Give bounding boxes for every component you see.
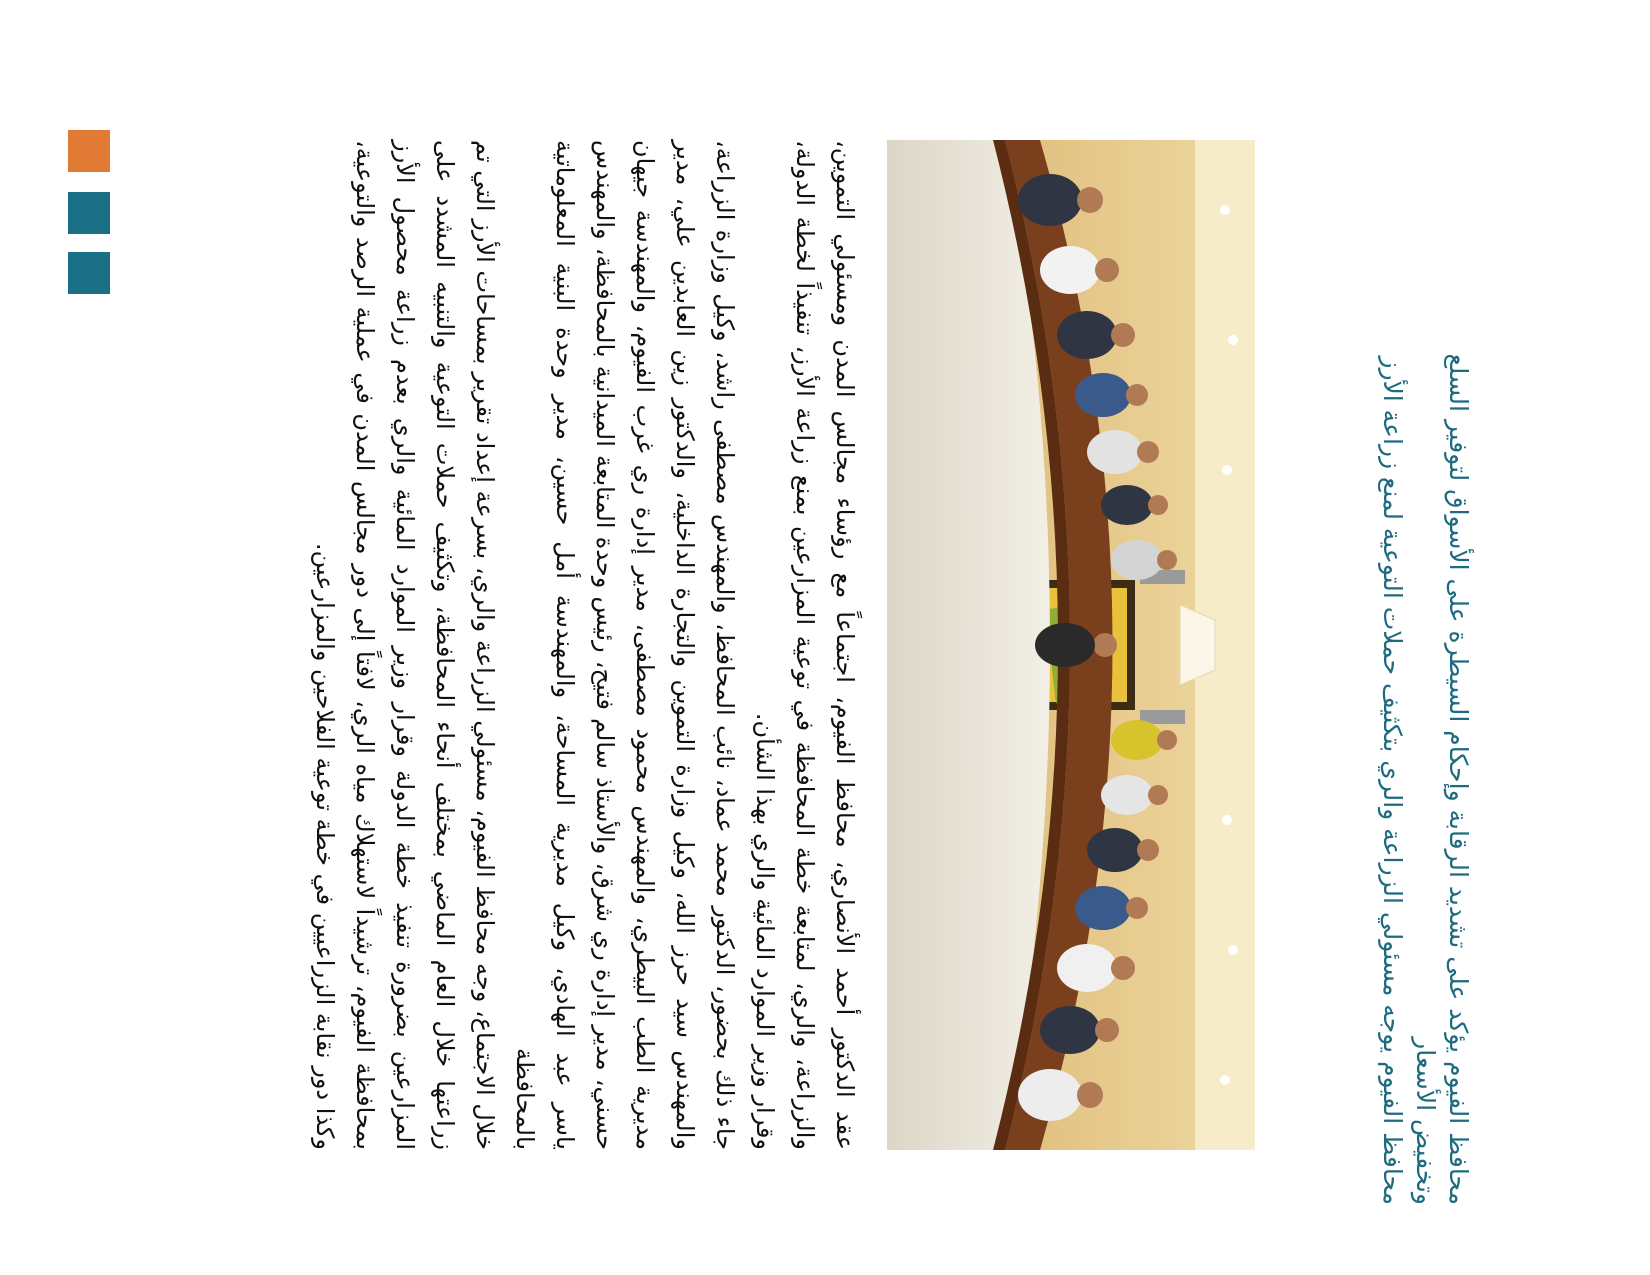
headline-line-2: وتخفيض الأسعار xyxy=(1411,1037,1440,1205)
teal-square xyxy=(68,252,110,294)
orange-square xyxy=(68,130,110,172)
article-body xyxy=(305,140,865,1150)
paragraph-3: خلال الاجتماع، وجه محافظ الفيوم، مسئولي الزراعة والري، بسرعة إعداد تقرير بمساحات الأرز التي تم زراعتها خلال العام الماضي بمختلف أنحاء المحافظة، وتكثيف حملات التوعية والتنبيه المشدد على المزارعين بضرورة تنفيذ خطة الدولة وقرار وزير الموارد المائية والري بعدم زراعة محصول الأرز بمحافظة الفيوم، ترشيداً لاستهلاك مياه الري، لافتاً إلى دور مجالس المدن في عملية الرصد والتوعية، وكذا دور نقابة الزراعيين في خطة توعية الفلاحين والمزارعين. xyxy=(311,140,499,1150)
meeting-room-photo xyxy=(887,140,1255,1150)
meeting-photo-illustration xyxy=(887,140,1255,1150)
teal-square xyxy=(68,192,110,234)
paragraph-2: جاء ذلك بحضور، الدكتور محمد عماد، نائب المحافظ، والمهندس مصطفى راشد، وكيل وزارة الزراعة، والمهندس سيد حرز الله، وكيل وزارة التموين والتجارة الداخلية، والدكتور زين العابدين علي، مدير مديرية الطب البيطري، والمهندس محمود مصطفى، مدير إدارة ري غرب الفيوم، والمهندسة جيهان حسني، مدير إدارة ري شرق، والأستاذ سالم فتيح، رئيس وحدة المتابعة الميدانية بالمحافظة، والمهندس ياسر عبد الهادي، وكيل مديرية المساحة، والمهندسة أمل حسين، مدير وحدة البنية المعلوماتية بالمحافظة xyxy=(511,140,739,1150)
headline-line-3: محافظ الفيوم يوجه مسئولي الزراعة والري بتكثيف حملات التوعية لمنع زراعة الأرز xyxy=(1378,356,1407,1205)
headline-line-1: محافظ الفيوم يؤكد على تشديد الرقابة وإحكام السيطرة على الأسواق لتوفير السلع xyxy=(1444,353,1473,1205)
headline xyxy=(1376,155,1475,1205)
paragraph-1: عقد الدكتور أحمد الأنصاري، محافظ الفيوم، اجتماعاً مع رؤساء مجالس المدن ومسئولي التموين، والزراعة، والري، لمتابعة خطة المحافظة في توعية المزارعين بمنع زراعة الأرز، تنفيذاً لخطة الدولة، وقرار وزير الموارد المائية والري بهذا الشأن. xyxy=(751,140,859,1150)
decorative-squares xyxy=(66,130,110,300)
